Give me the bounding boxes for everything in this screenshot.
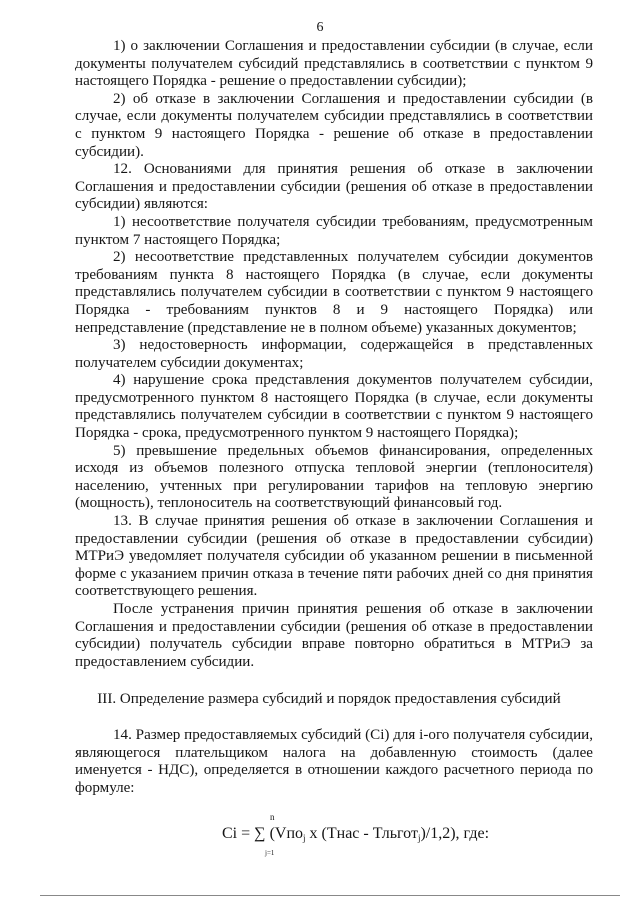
- sum-lower-limit: j=1: [265, 849, 275, 858]
- paragraph: 2) об отказе в заключении Соглашения и предоставлении субсидии (в случае, если документы получателем субсидии представлялись в соответствии с пунктом 9 настоящего Порядка - решение об отказе в предоставлении субсидии).: [75, 90, 593, 160]
- formula-term-close: )/1,2), где:: [420, 825, 490, 843]
- document-body: [75, 38, 593, 858]
- page-number: 6: [316, 20, 324, 35]
- paragraph: 1) несоответствие получателя субсидии требованиям, предусмотренным пунктом 7 настоящего Порядка;: [75, 213, 593, 248]
- paragraph: 2) несоответствие представленных получателем субсидии документов требованиям пункта 8 настоящего Порядка (в случае, если документы представлялись получателем субсидии в соответствии с пунктом 9 настоящего Порядка - требованиям пунктов 8 и 9 настоящего Порядка) или непредставление (представление не в полном объеме) указанных документов;: [75, 249, 593, 336]
- section-heading: III. Определение размера субсидий и порядок предоставления субсидий: [97, 691, 561, 708]
- paragraph: 13. В случае принятия решения об отказе в заключении Соглашения и предоставлении субсидии (решения об отказе в предоставлении субсидии) МТРиЭ уведомляет получателя субсидии об указанном решении в письменной форме с указанием причин отказа в течение пяти рабочих дней со дня принятия соответствующего решения.: [75, 513, 593, 600]
- formula: [75, 809, 593, 858]
- paragraph: 5) превышение предельных объемов финансирования, определенных исходя из объемов полезного отпуска тепловой энергии (теплоносителя) населению, учтенных при регулировании тарифов на тепловую энергию (мощность), теплоноситель на соответствующий финансовый год.: [75, 442, 593, 512]
- paragraph: После устранения причин принятия решения об отказе в заключении Соглашения и предоставлении субсидии (решения об отказе в предоставлении субсидии) получатель субсидии вправе повторно обратиться в МТРиЭ за предоставлением субсидии.: [75, 601, 593, 670]
- paragraph-14: 14. Размер предоставляемых субсидий (Ci) для i-ого получателя субсидии, являющегося плательщиком налога на добавленную стоимость (далее именуется - НДС), определяется в отношении каждого расчетного периода по формуле:: [75, 726, 593, 796]
- bottom-divider: [40, 895, 620, 896]
- formula-term-open: (Vпо: [269, 825, 304, 843]
- formula-term-mid: х (Тнас - Тльгот: [309, 825, 418, 843]
- paragraph: 3) недостоверность информации, содержащейся в представленных получателем субсидии документах;: [75, 337, 593, 371]
- formula-subscript: j: [303, 833, 306, 844]
- formula-lhs: Ci: [222, 825, 238, 843]
- formula-sum-sign: = ∑: [241, 825, 266, 843]
- formula-expression: [222, 825, 489, 848]
- formula-subscript: j: [417, 833, 421, 844]
- paragraph: 4) нарушение срока представления документов получателем субсидии, предусмотренного пунктом 8 настоящего Порядка (в случае, если документы представлялись получателем субсидии в соответствии с пунктом 9 настоящего Порядка - срока, предусмотренного пунктом 9 настоящего Порядка);: [75, 372, 593, 442]
- paragraph: 1) о заключении Соглашения и предоставлении субсидии (в случае, если документы получателем субсидий представлялись в соответствии с пунктом 9 настоящего Порядка - решение о предоставлении субсидии);: [75, 38, 593, 90]
- paragraph: 12. Основаниями для принятия решения об отказе в заключении Соглашения и предоставлении субсидии (решения об отказе в предоставлении субсидии) являются:: [75, 161, 593, 213]
- sum-upper-limit: n: [270, 812, 275, 823]
